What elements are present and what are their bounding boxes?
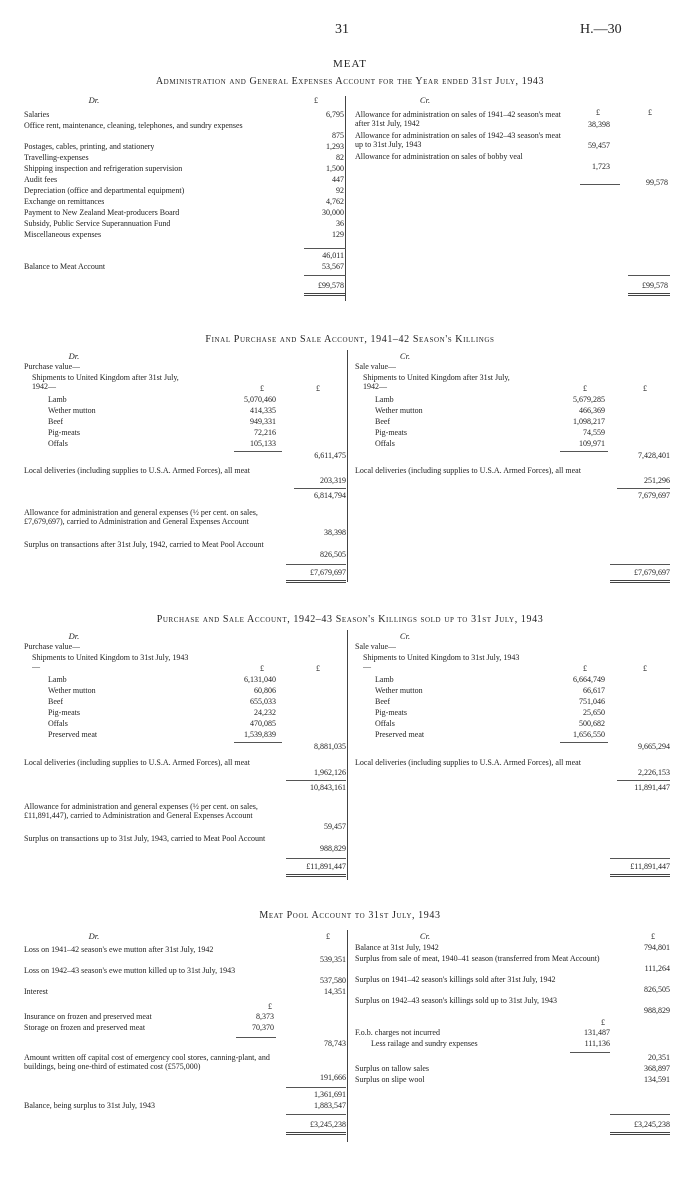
row-amount: 5,070,460 bbox=[244, 395, 276, 404]
table-row bbox=[355, 975, 675, 996]
row-amount: 500,682 bbox=[579, 719, 605, 728]
table-row bbox=[355, 954, 675, 975]
row-amount: 38,398 bbox=[324, 528, 346, 537]
admin-credit-subtotal: 99,578 bbox=[646, 178, 668, 187]
row-label: Balance to Meat Account bbox=[24, 262, 106, 271]
row-label: Depreciation (office and departmental equipment) bbox=[24, 186, 185, 195]
purchase-credit-items bbox=[375, 675, 675, 741]
row-label: Allowance for administration on sales of 1942–43 season's meat up to 31st July, 1943 bbox=[355, 131, 561, 150]
table-row bbox=[375, 686, 675, 697]
row-amount: 988,829 bbox=[644, 1006, 670, 1015]
row-label: Interest bbox=[24, 987, 48, 996]
table-row bbox=[24, 110, 344, 121]
meat-pool-credit bbox=[355, 931, 675, 1129]
row-amount: 466,369 bbox=[579, 406, 605, 415]
row-amount: 134,591 bbox=[644, 1075, 670, 1084]
subtotal-rule bbox=[236, 1037, 276, 1038]
table-row bbox=[375, 675, 675, 686]
row-amount: 655,033 bbox=[250, 697, 276, 706]
subtotal-rule bbox=[617, 488, 670, 489]
table-row bbox=[24, 230, 344, 241]
row-amount: 53,567 bbox=[322, 262, 344, 271]
subtotal-rule bbox=[286, 1087, 346, 1088]
row-amount: 131,487 bbox=[584, 1028, 610, 1037]
pound-sign: £ bbox=[268, 1002, 272, 1011]
row-label: Preserved meat bbox=[375, 730, 425, 739]
pound-sign: £ bbox=[326, 932, 330, 941]
row-amount: 70,370 bbox=[252, 1023, 274, 1032]
row-label: Offals bbox=[375, 719, 395, 728]
row-label: Pig-meats bbox=[375, 708, 407, 717]
row-label: Surplus from sale of meat, 1940–41 season (transferred from Meat Account) bbox=[355, 954, 600, 963]
intro-line bbox=[24, 642, 346, 653]
row-label: Allowance for administration on sales of 1941–42 season's meat after 31st July, 1942 bbox=[355, 110, 561, 129]
row-label: F.o.b. charges not incurred bbox=[355, 1028, 440, 1037]
table-row bbox=[355, 1064, 675, 1075]
intro-text: Sale value— bbox=[355, 641, 397, 651]
row-amount: 111,264 bbox=[644, 964, 670, 973]
total-rule bbox=[286, 858, 346, 859]
row-amount: 470,085 bbox=[250, 719, 276, 728]
row-amount: 6,131,040 bbox=[244, 675, 276, 684]
table-row bbox=[375, 428, 675, 439]
pound-sign: £ bbox=[643, 384, 647, 393]
row-amount: 105,133 bbox=[250, 439, 276, 448]
credit-heading: Cr. bbox=[419, 931, 431, 941]
table-row bbox=[375, 439, 675, 450]
row-amount: 539,351 bbox=[320, 955, 346, 964]
total-double-rule bbox=[610, 580, 670, 583]
final-credit-subtotal: 7,679,697 bbox=[638, 491, 670, 500]
row-label: Allowance for administration on sales of bobby veal bbox=[355, 152, 523, 161]
meat-pool-fob-net: 20,351 bbox=[648, 1053, 670, 1062]
row-label: Balance, being surplus to 31st July, 1943 bbox=[24, 1101, 156, 1110]
final-account-debit bbox=[24, 351, 346, 577]
final-account-divider bbox=[347, 350, 348, 582]
row-label: Offals bbox=[48, 439, 68, 448]
row-amount: 875 bbox=[332, 131, 344, 140]
subtotal-rule bbox=[560, 451, 608, 452]
total-double-rule bbox=[628, 293, 670, 296]
row-label: Balance at 31st July, 1942 bbox=[355, 943, 439, 952]
admin-account-credit bbox=[355, 95, 675, 290]
subtotal-rule bbox=[617, 780, 670, 781]
pound-sign: £ bbox=[583, 664, 587, 673]
row-amount: 203,319 bbox=[320, 476, 346, 485]
row-label: Surplus on slipe wool bbox=[355, 1075, 425, 1084]
intro-text: Shipments to United Kingdom after 31st July, 1942— bbox=[363, 372, 510, 391]
row-label: Lamb bbox=[48, 395, 67, 404]
row-amount: 24,232 bbox=[254, 708, 276, 717]
table-row bbox=[48, 406, 346, 417]
intro-line bbox=[355, 362, 675, 373]
row-label: Surplus on 1941–42 season's killings sold after 31st July, 1942 bbox=[355, 975, 556, 984]
row-amount: 368,897 bbox=[644, 1064, 670, 1073]
row-amount: 251,296 bbox=[644, 476, 670, 485]
debit-heading: Dr. bbox=[88, 931, 100, 941]
row-label: Pig-meats bbox=[48, 708, 80, 717]
section-title: MEAT bbox=[333, 58, 367, 70]
purchase-credit-total: £11,891,447 bbox=[630, 862, 670, 871]
final-debit-total: £7,679,697 bbox=[310, 568, 346, 577]
row-amount: 2,226,153 bbox=[638, 768, 670, 777]
row-label: Local deliveries (including supplies to U.S.A. Armed Forces), all meat bbox=[24, 758, 250, 767]
subtotal-rule bbox=[570, 1052, 610, 1053]
row-amount: 72,216 bbox=[254, 428, 276, 437]
intro-line bbox=[32, 653, 346, 674]
pound-sign: £ bbox=[651, 932, 655, 941]
table-row bbox=[48, 686, 346, 697]
row-label: Lamb bbox=[375, 395, 394, 404]
intro-text: Shipments to United Kingdom to 31st July, 1943— bbox=[32, 652, 189, 671]
debit-heading: Dr. bbox=[88, 95, 100, 105]
table-row bbox=[48, 417, 346, 428]
meat-pool-account-title: Meat Pool Account to 31st July, 1943 bbox=[259, 910, 441, 921]
row-label: Beef bbox=[375, 697, 391, 706]
purchase-debit-total: £11,891,447 bbox=[306, 862, 346, 871]
pound-sign: £ bbox=[260, 664, 264, 673]
row-label: Offals bbox=[48, 719, 68, 728]
purchase-debit-items bbox=[48, 675, 346, 741]
table-row bbox=[24, 758, 346, 779]
table-row bbox=[355, 996, 675, 1017]
final-purchase-account-title: Final Purchase and Sale Account, 1941–42 Season's Killings bbox=[205, 334, 495, 345]
row-amount: 92 bbox=[336, 186, 344, 195]
subtotal-rule bbox=[304, 248, 346, 249]
row-label: Local deliveries (including supplies to U.S.A. Armed Forces), all meat bbox=[24, 466, 250, 475]
purchase-sale-divider bbox=[347, 630, 348, 880]
intro-text: Purchase value— bbox=[24, 641, 81, 651]
table-row bbox=[375, 395, 675, 406]
row-amount: 988,829 bbox=[320, 844, 346, 853]
row-amount: 59,457 bbox=[588, 141, 610, 150]
table-row bbox=[24, 175, 344, 186]
row-label: Less railage and sundry expenses bbox=[371, 1039, 478, 1048]
total-rule bbox=[610, 564, 670, 565]
table-row bbox=[355, 110, 675, 131]
row-label: Wether mutton bbox=[375, 406, 423, 415]
row-label: Amount written off capital cost of emergency cool stores, canning-plant, and buildings, being one-third of estimated cost (£575,000) bbox=[24, 1053, 270, 1072]
row-label: Surplus on tallow sales bbox=[355, 1064, 429, 1073]
row-label: Local deliveries (including supplies to U.S.A. Armed Forces), all meat bbox=[355, 466, 581, 475]
row-label: Allowance for administration and general expenses (½ per cent. on sales, £11,891,447), carried to Administration and General Expenses Account bbox=[24, 802, 258, 821]
table-row bbox=[375, 719, 675, 730]
pound-sign: £ bbox=[601, 1018, 605, 1027]
meat-pool-credit-total: £3,245,238 bbox=[634, 1120, 670, 1129]
row-label: Local deliveries (including supplies to U.S.A. Armed Forces), all meat bbox=[355, 758, 581, 767]
row-label: Beef bbox=[48, 417, 64, 426]
total-double-rule bbox=[286, 874, 346, 877]
table-row bbox=[355, 152, 675, 173]
meat-pool-debit-items bbox=[24, 945, 346, 998]
row-amount: 30,000 bbox=[322, 208, 344, 217]
table-row bbox=[375, 417, 675, 428]
row-amount: 129 bbox=[332, 230, 344, 239]
table-row bbox=[24, 262, 344, 273]
pound-sign: £ bbox=[596, 108, 600, 117]
table-row bbox=[355, 1075, 675, 1086]
intro-text: Shipments to United Kingdom after 31st July, 1942— bbox=[32, 372, 179, 391]
credit-heading: Cr. bbox=[399, 631, 411, 641]
row-label: Salaries bbox=[24, 110, 50, 119]
page-number: 31 bbox=[335, 22, 349, 37]
final-credit-shipments-total: 7,428,401 bbox=[638, 451, 670, 460]
admin-debit-subtotal: 46,011 bbox=[322, 251, 344, 260]
row-label: Travelling-expenses bbox=[24, 153, 89, 162]
total-rule bbox=[610, 1114, 670, 1115]
row-label: Exchange on remittances bbox=[24, 197, 105, 206]
row-amount: 60,806 bbox=[254, 686, 276, 695]
row-amount: 1,098,217 bbox=[573, 417, 605, 426]
document-reference: H.—30 bbox=[580, 22, 622, 37]
row-label: Storage on frozen and preserved meat bbox=[24, 1023, 146, 1032]
purchase-debit-subtotal: 10,843,161 bbox=[310, 783, 346, 792]
intro-line bbox=[32, 373, 346, 394]
table-row bbox=[24, 208, 344, 219]
row-amount: 66,617 bbox=[583, 686, 605, 695]
row-amount: 447 bbox=[332, 175, 344, 184]
pound-sign: £ bbox=[316, 384, 320, 393]
total-rule bbox=[304, 275, 346, 276]
row-amount: 537,580 bbox=[320, 976, 346, 985]
purchase-debit-shipments-total: 8,881,035 bbox=[314, 742, 346, 751]
total-double-rule bbox=[610, 874, 670, 877]
table-row bbox=[48, 730, 346, 741]
row-label: Surplus on transactions up to 31st July, 1943, carried to Meat Pool Account bbox=[24, 834, 266, 843]
row-amount: 5,679,285 bbox=[573, 395, 605, 404]
final-debit-subtotal: 6,814,794 bbox=[314, 491, 346, 500]
row-label: Audit fees bbox=[24, 175, 58, 184]
row-amount: 414,335 bbox=[250, 406, 276, 415]
row-label: Payment to New Zealand Meat-producers Board bbox=[24, 208, 180, 217]
table-row bbox=[355, 131, 675, 152]
table-row bbox=[24, 966, 346, 987]
total-rule bbox=[610, 858, 670, 859]
admin-account-divider bbox=[345, 96, 346, 301]
meat-pool-debit bbox=[24, 931, 346, 1129]
admin-debit-items bbox=[24, 110, 344, 241]
total-rule bbox=[286, 564, 346, 565]
row-label: Loss on 1941–42 season's ewe mutton after 31st July, 1942 bbox=[24, 945, 214, 954]
row-label: Office rent, maintenance, cleaning, telephones, and sundry expenses bbox=[24, 121, 243, 130]
meat-pool-credit-items bbox=[355, 943, 675, 1017]
credit-heading: Cr. bbox=[399, 351, 411, 361]
credit-heading: Cr. bbox=[419, 95, 431, 105]
table-row bbox=[375, 406, 675, 417]
pound-sign: £ bbox=[643, 664, 647, 673]
row-amount: 949,331 bbox=[250, 417, 276, 426]
purchase-sale-account-title: Purchase and Sale Account, 1942–43 Season's Killings sold up to 31st July, 1943 bbox=[156, 614, 544, 625]
table-row bbox=[24, 186, 344, 197]
table-row bbox=[48, 428, 346, 439]
row-amount: 1,723 bbox=[592, 162, 610, 171]
row-amount: 111,136 bbox=[584, 1039, 610, 1048]
purchase-credit-subtotal: 11,891,447 bbox=[634, 783, 670, 792]
table-row bbox=[48, 439, 346, 450]
pound-sign: £ bbox=[316, 664, 320, 673]
row-amount: 25,650 bbox=[583, 708, 605, 717]
table-row bbox=[48, 395, 346, 406]
intro-line bbox=[24, 362, 346, 373]
table-row bbox=[24, 164, 344, 175]
row-label: Pig-meats bbox=[375, 428, 407, 437]
row-label: Offals bbox=[375, 439, 395, 448]
row-label: Surplus on 1942–43 season's killings sold up to 31st July, 1943 bbox=[355, 996, 558, 1005]
row-amount: 14,351 bbox=[324, 987, 346, 996]
meat-pool-insurance-total: 78,743 bbox=[324, 1039, 346, 1048]
admin-account-debit bbox=[24, 95, 344, 290]
row-label: Subsidy, Public Service Superannuation Fund bbox=[24, 219, 171, 228]
row-amount: 794,801 bbox=[644, 943, 670, 952]
total-double-rule bbox=[610, 1132, 670, 1135]
table-row bbox=[24, 121, 344, 142]
row-label: Postages, cables, printing, and stationery bbox=[24, 142, 155, 151]
purchase-sale-credit bbox=[355, 631, 675, 871]
table-row bbox=[24, 1101, 346, 1112]
total-double-rule bbox=[286, 1132, 346, 1135]
subtotal-rule bbox=[286, 780, 346, 781]
meat-pool-debit-total: £3,245,238 bbox=[310, 1120, 346, 1129]
intro-line bbox=[363, 653, 675, 674]
row-label: Beef bbox=[375, 417, 391, 426]
table-row bbox=[24, 153, 344, 164]
intro-text: Sale value— bbox=[355, 361, 397, 371]
total-rule bbox=[628, 275, 670, 276]
intro-text: Shipments to United Kingdom to 31st July, 1943— bbox=[363, 652, 520, 671]
final-debit-items bbox=[48, 395, 346, 450]
total-rule bbox=[286, 1114, 346, 1115]
table-row bbox=[24, 987, 346, 998]
intro-line bbox=[355, 642, 675, 653]
pound-sign: £ bbox=[648, 108, 652, 117]
pound-sign: £ bbox=[583, 384, 587, 393]
row-amount: 6,664,749 bbox=[573, 675, 605, 684]
row-label: Pig-meats bbox=[48, 428, 80, 437]
table-row bbox=[24, 508, 346, 539]
table-row bbox=[24, 1023, 346, 1034]
debit-heading: Dr. bbox=[68, 351, 80, 361]
table-row bbox=[24, 945, 346, 966]
row-amount: 1,962,126 bbox=[314, 768, 346, 777]
row-label: Loss on 1942–43 season's ewe mutton killed up to 31st July, 1943 bbox=[24, 966, 236, 975]
row-label: Shipping inspection and refrigeration supervision bbox=[24, 164, 183, 173]
table-row bbox=[24, 1012, 346, 1023]
table-row bbox=[24, 834, 346, 855]
row-label: Wether mutton bbox=[48, 406, 96, 415]
table-row bbox=[48, 697, 346, 708]
final-credit-items bbox=[375, 395, 675, 450]
purchase-credit-shipments-total: 9,665,294 bbox=[638, 742, 670, 751]
table-row bbox=[355, 943, 675, 954]
meat-pool-divider bbox=[347, 930, 348, 1142]
row-amount: 751,046 bbox=[579, 697, 605, 706]
table-row bbox=[375, 708, 675, 719]
table-row bbox=[48, 675, 346, 686]
admin-account-title: Administration and General Expenses Account for the Year ended 31st July, 1943 bbox=[155, 76, 545, 87]
table-row bbox=[375, 697, 675, 708]
row-amount: 59,457 bbox=[324, 822, 346, 831]
subtotal-rule bbox=[234, 742, 282, 743]
table-row bbox=[48, 719, 346, 730]
meat-pool-debit-subtotal: 1,361,691 bbox=[314, 1090, 346, 1099]
table-row bbox=[355, 758, 675, 779]
table-row bbox=[355, 1028, 675, 1039]
row-label: Lamb bbox=[375, 675, 394, 684]
admin-credit-items bbox=[355, 110, 675, 173]
row-label: Wether mutton bbox=[48, 686, 96, 695]
row-label: Allowance for administration and general expenses (½ per cent. on sales, £7,679,697), carried to Administration and General Expenses Account bbox=[24, 508, 258, 527]
table-row bbox=[24, 219, 344, 230]
row-label: Lamb bbox=[48, 675, 67, 684]
row-amount: 36 bbox=[336, 219, 344, 228]
row-label: Preserved meat bbox=[48, 730, 98, 739]
pound-sign: £ bbox=[314, 96, 318, 105]
table-row bbox=[355, 466, 675, 487]
row-amount: 4,762 bbox=[326, 197, 344, 206]
row-amount: 191,666 bbox=[320, 1073, 346, 1082]
row-amount: 82 bbox=[336, 153, 344, 162]
row-amount: 1,500 bbox=[326, 164, 344, 173]
row-amount: 6,795 bbox=[326, 110, 344, 119]
row-amount: 109,971 bbox=[579, 439, 605, 448]
purchase-sale-debit bbox=[24, 631, 346, 871]
intro-text: Purchase value— bbox=[24, 361, 81, 371]
intro-line bbox=[363, 373, 675, 394]
subtotal-rule bbox=[560, 742, 608, 743]
table-row bbox=[371, 1039, 691, 1050]
table-row bbox=[24, 802, 346, 833]
table-row bbox=[24, 142, 344, 153]
table-row bbox=[24, 1053, 346, 1084]
admin-credit-total: £99,578 bbox=[642, 281, 668, 290]
table-row bbox=[375, 730, 675, 741]
row-amount: 74,559 bbox=[583, 428, 605, 437]
subtotal-rule bbox=[234, 451, 282, 452]
row-label: Beef bbox=[48, 697, 64, 706]
row-amount: 1,293 bbox=[326, 142, 344, 151]
row-label: Insurance on frozen and preserved meat bbox=[24, 1012, 152, 1021]
subtotal-rule bbox=[294, 488, 346, 489]
table-row bbox=[48, 708, 346, 719]
final-debit-shipments-total: 6,611,475 bbox=[314, 451, 346, 460]
total-double-rule bbox=[286, 580, 346, 583]
row-amount: 1,656,550 bbox=[573, 730, 605, 739]
row-amount: 826,505 bbox=[320, 550, 346, 559]
row-label: Miscellaneous expenses bbox=[24, 230, 102, 239]
row-amount: 38,398 bbox=[588, 120, 610, 129]
total-double-rule bbox=[304, 293, 346, 296]
table-row bbox=[24, 540, 346, 561]
row-amount: 1,883,547 bbox=[314, 1101, 346, 1110]
table-row bbox=[24, 466, 346, 487]
final-account-credit bbox=[355, 351, 675, 577]
final-credit-total: £7,679,697 bbox=[634, 568, 670, 577]
row-amount: 1,539,839 bbox=[244, 730, 276, 739]
admin-debit-total: £99,578 bbox=[318, 281, 344, 290]
table-row bbox=[24, 197, 344, 208]
row-amount: 826,505 bbox=[644, 985, 670, 994]
row-label: Surplus on transactions after 31st July, 1942, carried to Meat Pool Account bbox=[24, 540, 264, 549]
pound-sign: £ bbox=[260, 384, 264, 393]
debit-heading: Dr. bbox=[68, 631, 80, 641]
row-amount: 8,373 bbox=[256, 1012, 274, 1021]
row-label: Wether mutton bbox=[375, 686, 423, 695]
